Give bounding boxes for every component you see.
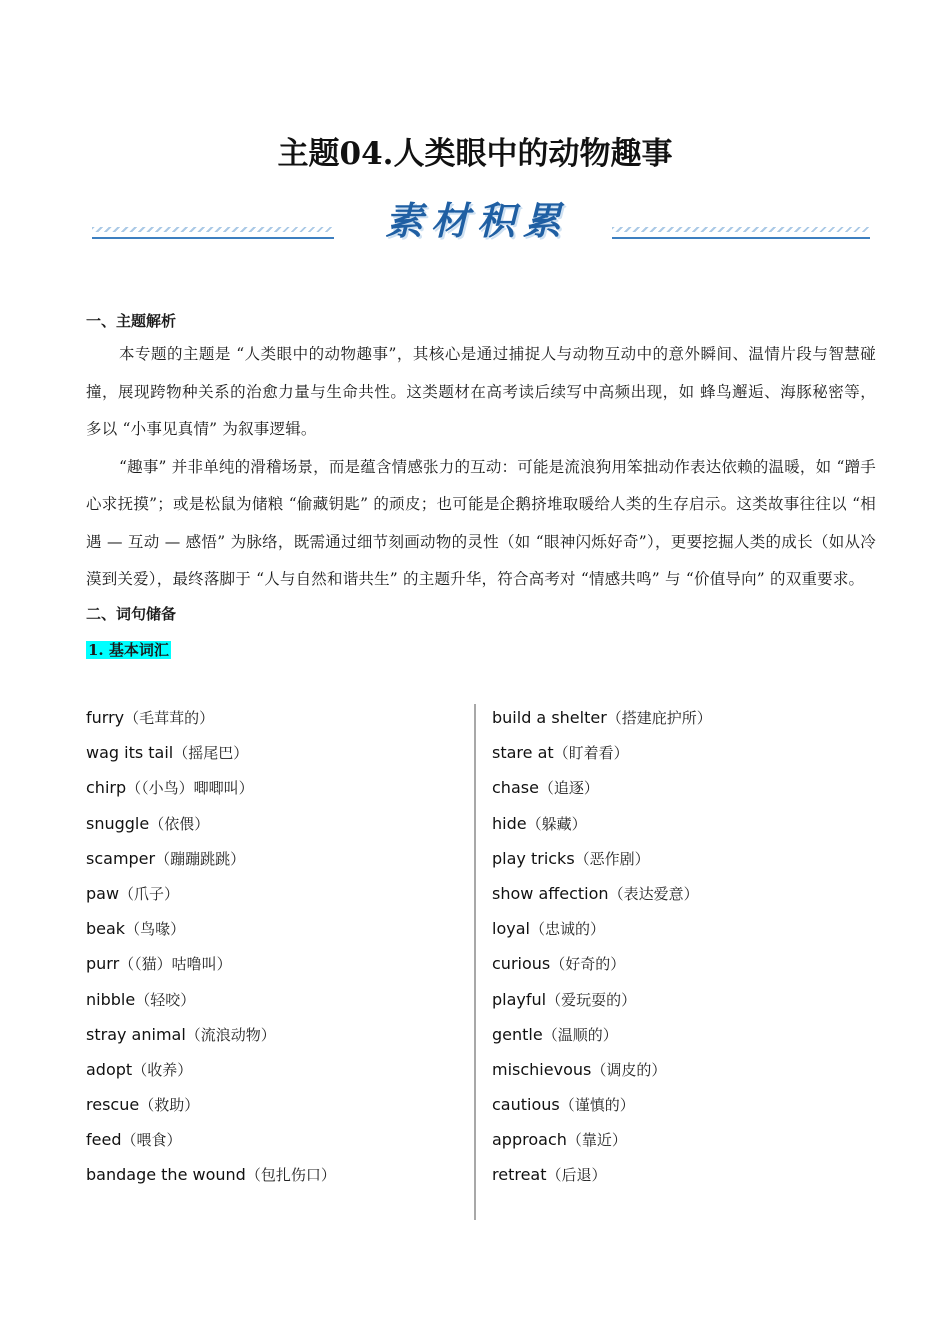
section-heading-analysis: 一、主题解析 <box>86 312 177 330</box>
vocab-chinese: （温顺的） <box>542 1025 618 1044</box>
vocab-item <box>86 770 466 805</box>
vocab-chinese: （忠诚的） <box>529 920 605 939</box>
highlighted-subheading-text: 1. 基本词汇 <box>88 640 169 659</box>
vocab-english: beak <box>86 919 126 939</box>
vocab-chinese: （追逐） <box>538 779 599 798</box>
vocab-item <box>492 735 876 770</box>
vocab-item <box>492 841 876 876</box>
vocab-item <box>86 946 466 981</box>
vocab-item <box>492 1087 876 1122</box>
banner-hatch-left <box>92 227 332 232</box>
vocab-chinese: （鸟喙） <box>125 920 186 939</box>
vocab-english: gentle <box>492 1024 543 1044</box>
vocab-english: rescue <box>86 1095 140 1115</box>
vocab-item <box>492 806 876 841</box>
vocab-chinese: （蹦蹦跳跳） <box>155 849 246 868</box>
vocab-item <box>86 1052 466 1087</box>
vocab-chinese: （躲藏） <box>526 814 587 833</box>
vocab-item <box>86 876 466 911</box>
vocab-chinese: （（小鸟）唧唧叫） <box>126 779 254 798</box>
vocab-chinese: （盯着看） <box>553 744 629 763</box>
vocab-chinese: （爪子） <box>119 884 180 903</box>
vocab-chinese: （表达爱意） <box>608 884 699 903</box>
vocab-item <box>86 911 466 946</box>
page-title: 主题04.人类眼中的动物趣事 <box>277 136 673 172</box>
vocab-chinese: （喂食） <box>121 1131 182 1150</box>
vocab-english: retreat <box>492 1165 547 1185</box>
vocab-chinese: （调皮的） <box>591 1060 667 1079</box>
section-banner <box>88 190 874 250</box>
vocab-item <box>492 770 876 805</box>
subheading-basic-vocabulary <box>86 637 876 663</box>
document-body <box>86 306 876 663</box>
vocab-chinese: （收养） <box>132 1060 193 1079</box>
vocab-chinese: （（猫）咕噜叫） <box>119 955 232 974</box>
vocab-item <box>86 982 466 1017</box>
vocab-chinese: （好奇的） <box>550 955 626 974</box>
vocab-chinese: （依偎） <box>149 814 210 833</box>
vocab-english: cautious <box>492 1095 560 1115</box>
vocab-english: purr <box>86 954 120 974</box>
vocab-chinese: （摇尾巴） <box>173 744 249 763</box>
vocab-item <box>492 1052 876 1087</box>
banner-label: 素材积累 <box>384 198 569 243</box>
vocab-english: wag its tail <box>86 743 174 763</box>
banner-hatch-right <box>612 227 870 232</box>
vocab-item <box>492 876 876 911</box>
vocab-item <box>492 946 876 981</box>
vocab-item <box>492 700 876 735</box>
vocab-chinese: （救助） <box>139 1096 200 1115</box>
vocab-english: furry <box>86 708 125 727</box>
column-divider <box>474 704 476 1220</box>
banner-rule-left <box>92 237 334 239</box>
vocab-english: hide <box>492 813 527 833</box>
vocab-english: chase <box>492 778 539 798</box>
vocab-item <box>492 982 876 1017</box>
vocab-item <box>86 1157 466 1192</box>
vocab-english: nibble <box>86 989 136 1009</box>
vocab-english: stare at <box>492 743 554 763</box>
vocab-chinese: （包扎伤口） <box>245 1166 336 1185</box>
vocab-english: approach <box>492 1130 567 1150</box>
vocab-item <box>86 735 466 770</box>
section-heading-vocabulary: 二、词句储备 <box>86 604 177 623</box>
vocab-english: curious <box>492 954 551 974</box>
vocab-column-left <box>86 700 466 1193</box>
vocab-english: mischievous <box>492 1059 592 1079</box>
analysis-paragraph-1: 本专题的主题是 “人类眼中的动物趣事”，其核心是通过捕捉人与动物互动中的意外瞬间、温情片段与智慧碰撞，展现跨物种关系的治愈力量与生命共性。这类题材在高考读后续写中高频出现，如 蜂鸟邂逅、海豚秘密等，多以 “小事见真情” 为叙事逻辑。 <box>86 345 876 438</box>
vocab-english: paw <box>86 883 120 903</box>
vocab-item <box>86 700 466 735</box>
vocab-chinese: （后退） <box>546 1166 607 1185</box>
vocab-english: playful <box>492 989 547 1009</box>
vocab-english: scamper <box>86 848 156 868</box>
vocab-item <box>492 1157 876 1192</box>
vocabulary-table <box>86 700 876 1220</box>
vocab-item <box>86 841 466 876</box>
vocab-item <box>86 1017 466 1052</box>
vocab-chinese: （爱玩耍的） <box>546 990 637 1009</box>
vocab-chinese: （靠近） <box>566 1131 627 1150</box>
vocab-item <box>492 1017 876 1052</box>
vocab-item <box>86 806 466 841</box>
vocab-chinese: （轻咬） <box>135 990 196 1009</box>
banner-rule-right <box>612 237 870 239</box>
vocab-chinese: （谨慎的） <box>559 1096 635 1115</box>
vocab-english: show affection <box>492 883 609 903</box>
vocab-english: feed <box>86 1130 122 1150</box>
vocab-item <box>86 1087 466 1122</box>
vocab-english: adopt <box>86 1059 133 1079</box>
vocab-item <box>492 911 876 946</box>
vocab-column-right <box>492 700 876 1193</box>
vocab-english: chirp <box>86 778 127 798</box>
vocab-english: stray animal <box>86 1024 186 1044</box>
vocab-english: build a shelter <box>492 708 607 727</box>
vocab-chinese: （恶作剧） <box>574 849 650 868</box>
vocab-english: loyal <box>492 919 530 939</box>
analysis-paragraph-2: “趣事” 并非单纯的滑稽场景，而是蕴含情感张力的互动：可能是流浪狗用笨拙动作表达依赖的温暖，如 “蹭手心求抚摸”；或是松鼠为储粮 “偷藏钥匙” 的顽皮；也可能是企鹅挤堆取暖给人类的生存启示。这类故事往往以 “相遇 — 互动 — 感悟” 为脉络，既需通过细节刻画动物的灵性（如 “眼神闪烁好奇”），更要挖掘人类的成长（如从冷漠到关爱），最终落脚于 “人与自然和谐共生” 的主题升华，符合高考对 “情感共鸣” 与 “价值导向” 的双重要求。 <box>86 457 876 588</box>
vocab-english: snuggle <box>86 813 150 833</box>
vocab-english: bandage the wound <box>86 1165 246 1185</box>
vocab-chinese: （搭建庇护所） <box>606 709 712 727</box>
vocab-item <box>86 1122 466 1157</box>
vocab-english: play tricks <box>492 848 575 868</box>
vocab-item <box>492 1122 876 1157</box>
vocab-chinese: （流浪动物） <box>185 1025 276 1044</box>
vocab-chinese: （毛茸茸的） <box>124 709 215 727</box>
